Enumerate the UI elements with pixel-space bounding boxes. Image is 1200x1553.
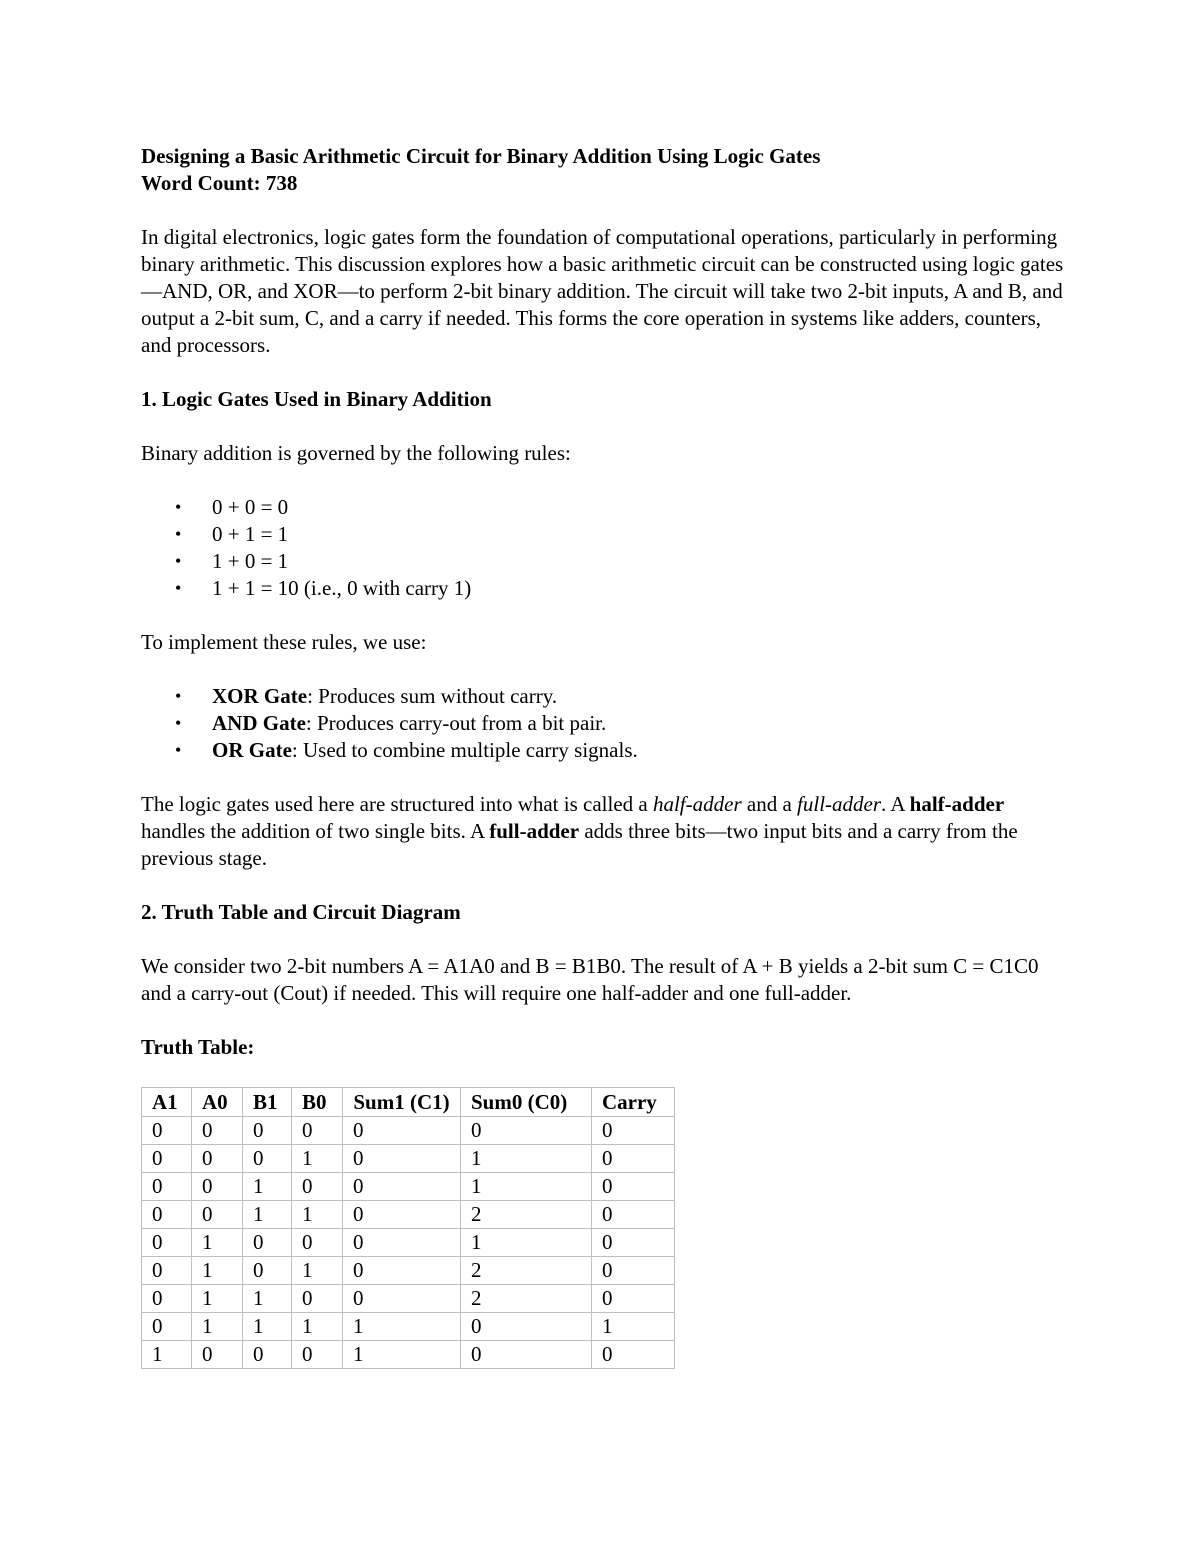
list-item: • 1 + 0 = 1	[175, 549, 289, 573]
list-item	[141, 710, 1066, 737]
table-row: 0 1 1 1 1 0 1	[142, 1313, 675, 1341]
column-header: B1	[243, 1088, 292, 1117]
table-row: 0 0 1 0 0 1 0	[142, 1173, 675, 1201]
table-row: 0 1 0 1 0 2 0	[142, 1257, 675, 1285]
gate-name: AND Gate	[212, 711, 306, 735]
gates-list	[141, 683, 1066, 764]
bullet-icon: •	[175, 497, 182, 517]
truth-table	[141, 1087, 675, 1369]
column-header: Carry	[592, 1088, 675, 1117]
bullet-icon: •	[175, 686, 182, 706]
section2-paragraph: We consider two 2-bit numbers A = A1A0 and B = B1B0. The result of A + B yields a 2-bit sum C = C1C0 and a carry-out (Cout) if needed. This will require one half-adder and one full-adder.	[141, 954, 1039, 1005]
table-row: 0 0 1 1 0 2 0	[142, 1201, 675, 1229]
title-block	[141, 143, 1066, 197]
document-title: Designing a Basic Arithmetic Circuit for Binary Addition Using Logic Gates	[141, 144, 821, 168]
gate-desc: : Used to combine multiple carry signals.	[291, 738, 638, 762]
table-row: 0 0 0 1 0 1 0	[142, 1145, 675, 1173]
section2-heading: 2. Truth Table and Circuit Diagram	[141, 900, 461, 924]
rules-list	[141, 494, 1066, 602]
column-header: Sum0 (C0)	[461, 1088, 592, 1117]
gate-desc: : Produces carry-out from a bit pair.	[305, 711, 607, 735]
document-page	[141, 143, 1066, 1369]
bullet-icon: •	[175, 551, 182, 571]
column-header: Sum1 (C1)	[343, 1088, 461, 1117]
gate-name: OR Gate	[212, 738, 292, 762]
word-count: Word Count: 738	[141, 171, 298, 195]
list-item	[141, 683, 1066, 710]
list-item: • 1 + 1 = 10 (i.e., 0 with carry 1)	[175, 576, 472, 600]
table-row: 1 0 0 0 1 0 0	[142, 1341, 675, 1369]
gate-desc: : Produces sum without carry.	[307, 684, 558, 708]
table-header-row	[142, 1088, 675, 1117]
intro-paragraph: In digital electronics, logic gates form the foundation of computational operations, particularly in performing binary arithmetic. This discussion explores how a basic arithmetic circuit can be constructed using logic gates—AND, OR, and XOR—to perform 2-bit binary addition. The circuit will take two 2-bit inputs, A and B, and output a 2-bit sum, C, and a carry if needed. This forms the core operation in systems like adders, counters, and processors.	[141, 225, 1064, 357]
list-item	[141, 737, 1066, 764]
column-header: B0	[292, 1088, 343, 1117]
adder-structure-paragraph: The logic gates used here are structured into what is called a half-adder and a full-adder. A half-adder handles the addition of two single bits. A full-adder adds three bits—two input bits and a carry from the previous stage.	[141, 792, 1018, 870]
table-row: 0 1 0 0 0 1 0	[142, 1229, 675, 1257]
table-row: 0 1 1 0 0 2 0	[142, 1285, 675, 1313]
bullet-icon: •	[175, 578, 182, 598]
column-header: A1	[142, 1088, 192, 1117]
bullet-icon: •	[175, 713, 182, 733]
bullet-icon: •	[175, 740, 182, 760]
section1-heading: 1. Logic Gates Used in Binary Addition	[141, 387, 492, 411]
truth-table-heading: Truth Table:	[141, 1035, 255, 1059]
gate-name: XOR Gate	[212, 684, 308, 708]
implement-intro: To implement these rules, we use:	[141, 630, 427, 654]
rules-intro: Binary addition is governed by the following rules:	[141, 441, 571, 465]
table-row: 0 0 0 0 0 0 0	[142, 1117, 675, 1145]
column-header: A0	[192, 1088, 243, 1117]
bullet-icon: •	[175, 524, 182, 544]
list-item: • 0 + 1 = 1	[175, 522, 289, 546]
list-item: • 0 + 0 = 0	[175, 495, 289, 519]
